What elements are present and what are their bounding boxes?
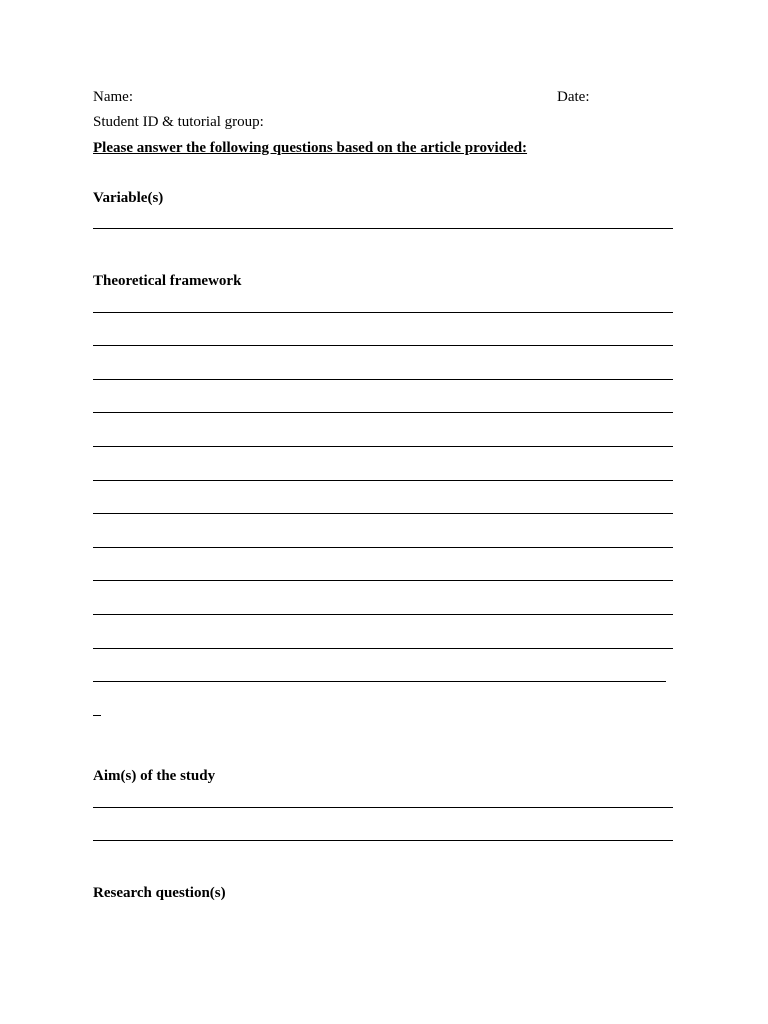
framework-answer-line[interactable] xyxy=(93,312,673,313)
research-questions-heading: Research question(s) xyxy=(93,885,226,901)
instruction-text: Please answer the following questions based on the article provided: xyxy=(93,140,528,156)
framework-answer-line[interactable] xyxy=(93,513,673,514)
framework-answer-line[interactable] xyxy=(93,345,673,346)
aims-answer-line[interactable] xyxy=(93,807,673,808)
framework-answer-line[interactable] xyxy=(93,614,673,615)
variables-answer-line[interactable] xyxy=(93,228,673,229)
student-id-label: Student ID & tutorial group: xyxy=(93,114,264,130)
name-label: Name: xyxy=(93,89,133,105)
aims-answer-line[interactable] xyxy=(93,840,673,841)
framework-answer-line[interactable] xyxy=(93,547,673,548)
framework-answer-line[interactable] xyxy=(93,379,673,380)
framework-answer-line[interactable] xyxy=(93,580,673,581)
framework-answer-line[interactable] xyxy=(93,681,666,682)
framework-answer-line[interactable] xyxy=(93,480,673,481)
aims-heading: Aim(s) of the study xyxy=(93,768,216,784)
framework-answer-line[interactable] xyxy=(93,648,673,649)
framework-answer-line-stub xyxy=(93,715,101,716)
framework-answer-line[interactable] xyxy=(93,446,673,447)
variables-heading: Variable(s) xyxy=(93,190,164,206)
date-label: Date: xyxy=(557,89,590,105)
framework-answer-line[interactable] xyxy=(93,412,673,413)
theoretical-framework-heading: Theoretical framework xyxy=(93,273,242,289)
